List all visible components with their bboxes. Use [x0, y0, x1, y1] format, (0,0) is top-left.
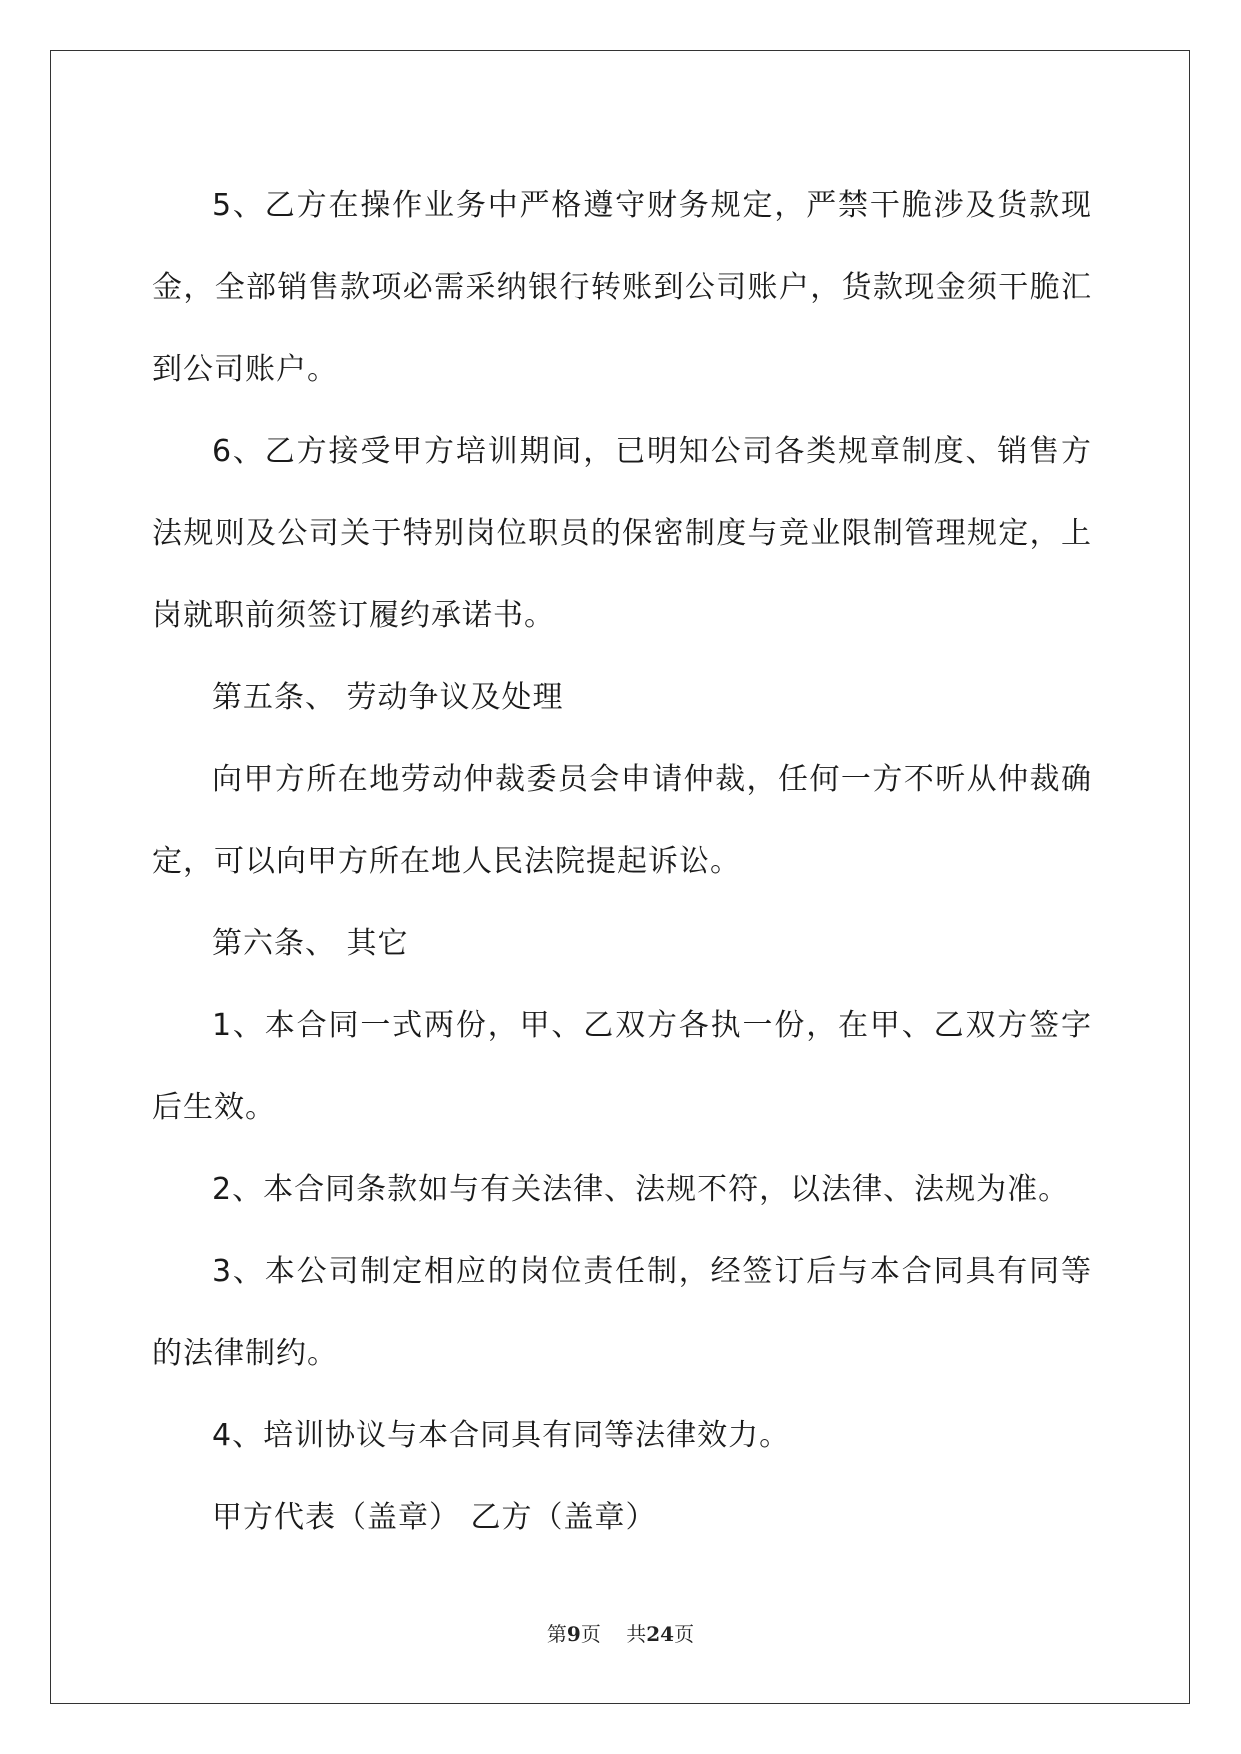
document-body — [152, 165, 1092, 1559]
total-pages-number: 24 — [646, 1622, 675, 1646]
signature-line: 甲方代表（盖章） 乙方（盖章） — [212, 1500, 657, 1535]
paragraph-responsibility-system: 3、本公司制定相应的岗位责任制，经签订后与本合同具有同等的法律制约。 — [152, 1254, 1092, 1371]
paragraph-training-agreement: 4、培训协议与本合同具有同等法律效力。 — [212, 1418, 791, 1453]
paragraph-arbitration: 向甲方所在地劳动仲裁委员会申请仲裁，任何一方不听从仲裁确定，可以向甲方所在地人民法院提起诉讼。 — [152, 762, 1092, 879]
paragraph-contract-copies: 1、本合同一式两份，甲、乙双方各执一份，在甲、乙双方签字后生效。 — [152, 1008, 1092, 1125]
section-heading-article-5: 第五条、 劳动争议及处理 — [212, 680, 564, 715]
paragraph-training-commitment: 6、乙方接受甲方培训期间，已明知公司各类规章制度、销售方法规则及公司关于特别岗位职员的保密制度与竞业限制管理规定，上岗就职前须签订履约承诺书。 — [152, 434, 1092, 633]
paragraph-finance-rule: 5、乙方在操作业务中严格遵守财务规定，严禁干脆涉及货款现金，全部销售款项必需采纳银行转账到公司账户，货款现金须干脆汇到公司账户。 — [152, 188, 1092, 387]
page-number-footer — [0, 1618, 1241, 1647]
paragraph-legal-precedence: 2、本合同条款如与有关法律、法规不符，以法律、法规为准。 — [212, 1172, 1070, 1207]
current-page-number: 9 — [566, 1622, 581, 1646]
section-heading-article-6: 第六条、 其它 — [212, 926, 409, 961]
footer-total-suffix: 页 — [674, 1622, 695, 1646]
footer-prefix: 第 — [546, 1622, 567, 1646]
footer-page-word: 页 — [580, 1622, 601, 1646]
footer-total-prefix: 共 — [626, 1622, 647, 1646]
